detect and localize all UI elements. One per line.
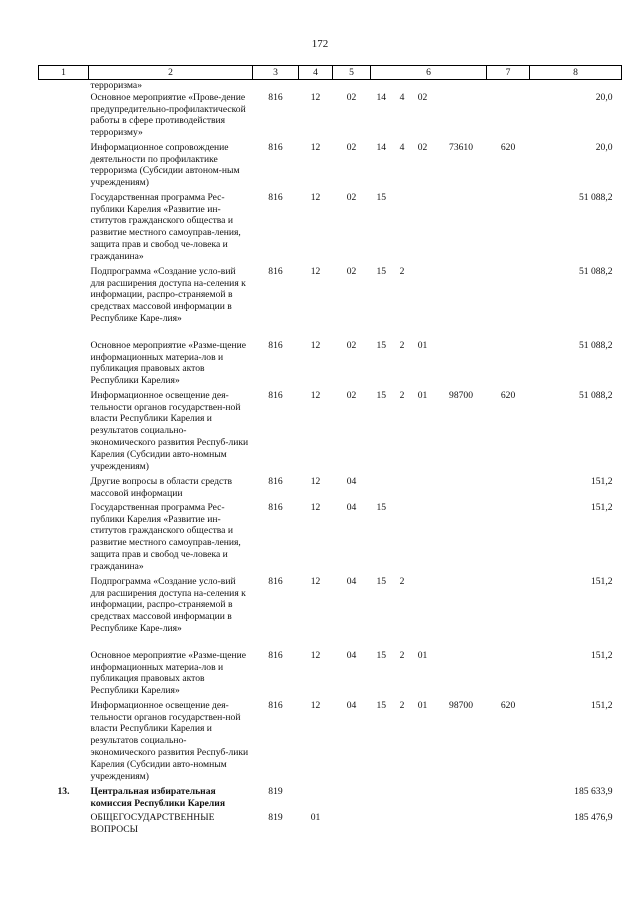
cell-section: 12 (310, 699, 321, 711)
table-body (39, 80, 622, 842)
cell-expense-type: 620 (500, 699, 516, 711)
cell-direction: 73610 (449, 141, 474, 153)
row-number (39, 340, 89, 390)
table-row (39, 390, 622, 476)
row-number (39, 502, 89, 576)
row-number (39, 80, 89, 92)
cell-activity (410, 266, 436, 340)
cell-amount: 20,0 (595, 91, 613, 103)
cell-ministry: 816 (268, 191, 283, 203)
table-row (39, 340, 622, 390)
cell-activity (410, 576, 436, 650)
row-number (39, 192, 89, 266)
col-header-6: 6 (371, 66, 487, 80)
cell-program: 15 (376, 265, 387, 277)
row-name: Основное мероприятие «Разме-щение информационных материа-лов и публикация правовых актов Республики Карелия» (90, 339, 246, 387)
cell-section: 12 (310, 141, 321, 153)
cell-direction (436, 502, 487, 576)
cell-section (299, 80, 333, 92)
table-row (39, 142, 622, 192)
table-row (39, 92, 622, 142)
cell-activity: 01 (417, 699, 428, 711)
cell-ministry: 816 (268, 501, 283, 513)
cell-amount: 151,2 (590, 501, 613, 513)
cell-activity (410, 812, 436, 842)
row-name: терроризма» (90, 80, 142, 91)
row-name: Информационное сопровождение деятельности по профилактике терроризма (Субсидии автоном-ным учреждениям) (90, 141, 240, 189)
cell-activity: 01 (417, 339, 428, 351)
cell-amount: 185 633,9 (574, 785, 613, 797)
cell-subprogram: 2 (399, 339, 405, 351)
row-number (39, 576, 89, 650)
cell-section: 01 (310, 811, 321, 823)
cell-subsection: 02 (346, 141, 357, 153)
cell-expense-type (487, 80, 530, 92)
cell-program: 15 (376, 649, 387, 661)
cell-program: 15 (376, 501, 387, 513)
cell-amount: 51 088,2 (578, 339, 613, 351)
cell-section: 12 (310, 475, 321, 487)
cell-direction (436, 812, 487, 842)
cell-subsection (333, 786, 371, 812)
cell-amount: 20,0 (595, 141, 613, 153)
cell-expense-type (487, 266, 530, 340)
cell-ministry: 819 (268, 785, 283, 797)
cell-expense-type (487, 576, 530, 650)
cell-ministry: 816 (268, 699, 283, 711)
cell-subprogram: 2 (399, 575, 405, 587)
cell-subprogram (395, 812, 410, 842)
table-row (39, 700, 622, 786)
cell-activity: 01 (417, 649, 428, 661)
cell-subprogram: 2 (399, 699, 405, 711)
cell-activity (410, 502, 436, 576)
cell-amount: 51 088,2 (578, 265, 613, 277)
cell-direction (436, 80, 487, 92)
cell-expense-type: 620 (500, 141, 516, 153)
col-header-7: 7 (487, 66, 530, 80)
cell-amount: 185 476,9 (574, 811, 613, 823)
cell-section: 12 (310, 501, 321, 513)
cell-subprogram (395, 502, 410, 576)
cell-expense-type (487, 92, 530, 142)
table-row (39, 266, 622, 340)
cell-subsection: 04 (346, 501, 357, 513)
col-header-2: 2 (89, 66, 253, 80)
table-row (39, 576, 622, 650)
cell-amount: 51 088,2 (578, 389, 613, 401)
cell-ministry: 819 (268, 811, 283, 823)
cell-subprogram: 2 (399, 389, 405, 401)
table-row (39, 650, 622, 700)
row-name: Основное мероприятие «Разме-щение информационных материа-лов и публикация правовых актов Республики Карелия» (90, 649, 246, 697)
row-name: Другие вопросы в области средств массовой информации (90, 475, 233, 499)
cell-activity (410, 192, 436, 266)
col-header-4: 4 (299, 66, 333, 80)
cell-section (299, 786, 333, 812)
cell-subsection (333, 812, 371, 842)
cell-ministry (253, 80, 299, 92)
row-name: Государственная программа Рес-публики Карелия «Развитие ин-ститутов гражданского общества и развитие местного самоуправ-ления, защита прав и свобод че-ловека и гражданина» (90, 501, 241, 572)
row-number: 13. (57, 785, 70, 797)
cell-subsection: 02 (346, 339, 357, 351)
cell-subprogram (395, 476, 410, 502)
cell-direction (436, 576, 487, 650)
cell-subsection: 02 (346, 191, 357, 203)
cell-program: 14 (376, 91, 387, 103)
col-header-8: 8 (530, 66, 622, 80)
table-row (39, 80, 622, 92)
cell-subprogram (395, 80, 410, 92)
cell-activity (410, 80, 436, 92)
cell-program: 15 (376, 191, 387, 203)
cell-subsection: 04 (346, 649, 357, 661)
row-name: Информационное освещение дея-тельности органов государствен-ной власти Республики Карелия и результатов социально-экономического развития Респуб-лики Карелия (Субсидии авто-номным учреждениям) (90, 699, 249, 782)
cell-subprogram: 2 (399, 265, 405, 277)
cell-program: 15 (376, 575, 387, 587)
col-header-5: 5 (333, 66, 371, 80)
cell-amount: 151,2 (590, 575, 613, 587)
cell-ministry: 816 (268, 141, 283, 153)
row-number (39, 700, 89, 786)
cell-program: 15 (376, 339, 387, 351)
cell-ministry: 816 (268, 265, 283, 277)
cell-expense-type (487, 650, 530, 700)
cell-amount: 151,2 (590, 475, 613, 487)
cell-subprogram: 4 (399, 91, 405, 103)
cell-amount: 151,2 (590, 649, 613, 661)
cell-program: 14 (376, 141, 387, 153)
cell-expense-type (487, 192, 530, 266)
table-row (39, 812, 622, 842)
cell-subprogram: 4 (399, 141, 405, 153)
table-header (39, 66, 622, 80)
cell-subsection: 02 (346, 389, 357, 401)
row-number (39, 266, 89, 340)
cell-subsection: 04 (346, 699, 357, 711)
cell-expense-type (487, 786, 530, 812)
cell-section: 12 (310, 649, 321, 661)
cell-section: 12 (310, 339, 321, 351)
cell-subprogram: 2 (399, 649, 405, 661)
cell-program (371, 812, 395, 842)
cell-ministry: 816 (268, 91, 283, 103)
cell-activity: 01 (417, 389, 428, 401)
cell-activity (410, 786, 436, 812)
table-row (39, 502, 622, 576)
cell-ministry: 816 (268, 389, 283, 401)
row-name: ОБЩЕГОСУДАРСТВЕННЫЕ ВОПРОСЫ (90, 811, 215, 835)
cell-program: 15 (376, 389, 387, 401)
cell-direction: 98700 (449, 389, 474, 401)
row-name: Государственная программа Рес-публики Карелия «Развитие ин-ститутов гражданского общества и развитие местного самоуправ-ления, защита прав и свобод че-ловека и гражданина» (90, 191, 241, 262)
cell-subsection: 04 (346, 575, 357, 587)
cell-program (371, 476, 395, 502)
row-number (39, 390, 89, 476)
cell-activity (410, 476, 436, 502)
cell-direction (436, 266, 487, 340)
row-name: Информационное освещение дея-тельности органов государствен-ной власти Республики Карелия и результатов социально-экономического развития Респуб-лики Карелия (Субсидии авто-номным учреждениям) (90, 389, 249, 472)
row-number (39, 812, 89, 842)
cell-direction (436, 340, 487, 390)
cell-direction: 98700 (449, 699, 474, 711)
cell-section: 12 (310, 575, 321, 587)
row-name: Основное мероприятие «Прове-дение предупредительно-профилактической работы в сфере противодействия терроризму» (90, 91, 246, 139)
cell-subsection: 02 (346, 265, 357, 277)
cell-subsection: 04 (346, 475, 357, 487)
cell-direction (436, 650, 487, 700)
cell-section: 12 (310, 389, 321, 401)
cell-amount (530, 80, 622, 92)
header-row (39, 66, 622, 80)
cell-program: 15 (376, 699, 387, 711)
cell-activity: 02 (417, 141, 428, 153)
cell-ministry: 816 (268, 339, 283, 351)
page-number: 172 (311, 38, 329, 50)
cell-direction (436, 92, 487, 142)
col-header-1: 1 (39, 66, 89, 80)
cell-section: 12 (310, 191, 321, 203)
cell-ministry: 816 (268, 649, 283, 661)
cell-subprogram (395, 786, 410, 812)
cell-amount: 51 088,2 (578, 191, 613, 203)
cell-expense-type (487, 340, 530, 390)
cell-section: 12 (310, 265, 321, 277)
cell-ministry: 816 (268, 575, 283, 587)
cell-direction (436, 476, 487, 502)
row-name: Центральная избирательная комиссия Республики Карелия (90, 785, 226, 809)
cell-subsection: 02 (346, 91, 357, 103)
row-name: Подпрограмма «Создание усло-вий для расширения доступа на-селения к информации, распро-страняемой в средствах массовой информации в Республике Каре-лия» (90, 265, 246, 324)
cell-expense-type (487, 502, 530, 576)
cell-expense-type (487, 812, 530, 842)
row-number (39, 92, 89, 142)
cell-expense-type: 620 (500, 389, 516, 401)
cell-direction (436, 192, 487, 266)
cell-subprogram (395, 192, 410, 266)
row-number (39, 650, 89, 700)
table-row (39, 476, 622, 502)
row-number (39, 476, 89, 502)
row-number (39, 142, 89, 192)
col-header-3: 3 (253, 66, 299, 80)
cell-activity: 02 (417, 91, 428, 103)
table-row (39, 786, 622, 812)
cell-ministry: 816 (268, 475, 283, 487)
table-row (39, 192, 622, 266)
cell-direction (436, 786, 487, 812)
cell-subsection (333, 80, 371, 92)
budget-table (38, 65, 622, 842)
cell-amount: 151,2 (590, 699, 613, 711)
cell-expense-type (487, 476, 530, 502)
cell-program (371, 786, 395, 812)
cell-section: 12 (310, 91, 321, 103)
row-name: Подпрограмма «Создание усло-вий для расширения доступа на-селения к информации, распро-страняемой в средствах массовой информации в Республике Каре-лия» (90, 575, 246, 634)
cell-program (371, 80, 395, 92)
